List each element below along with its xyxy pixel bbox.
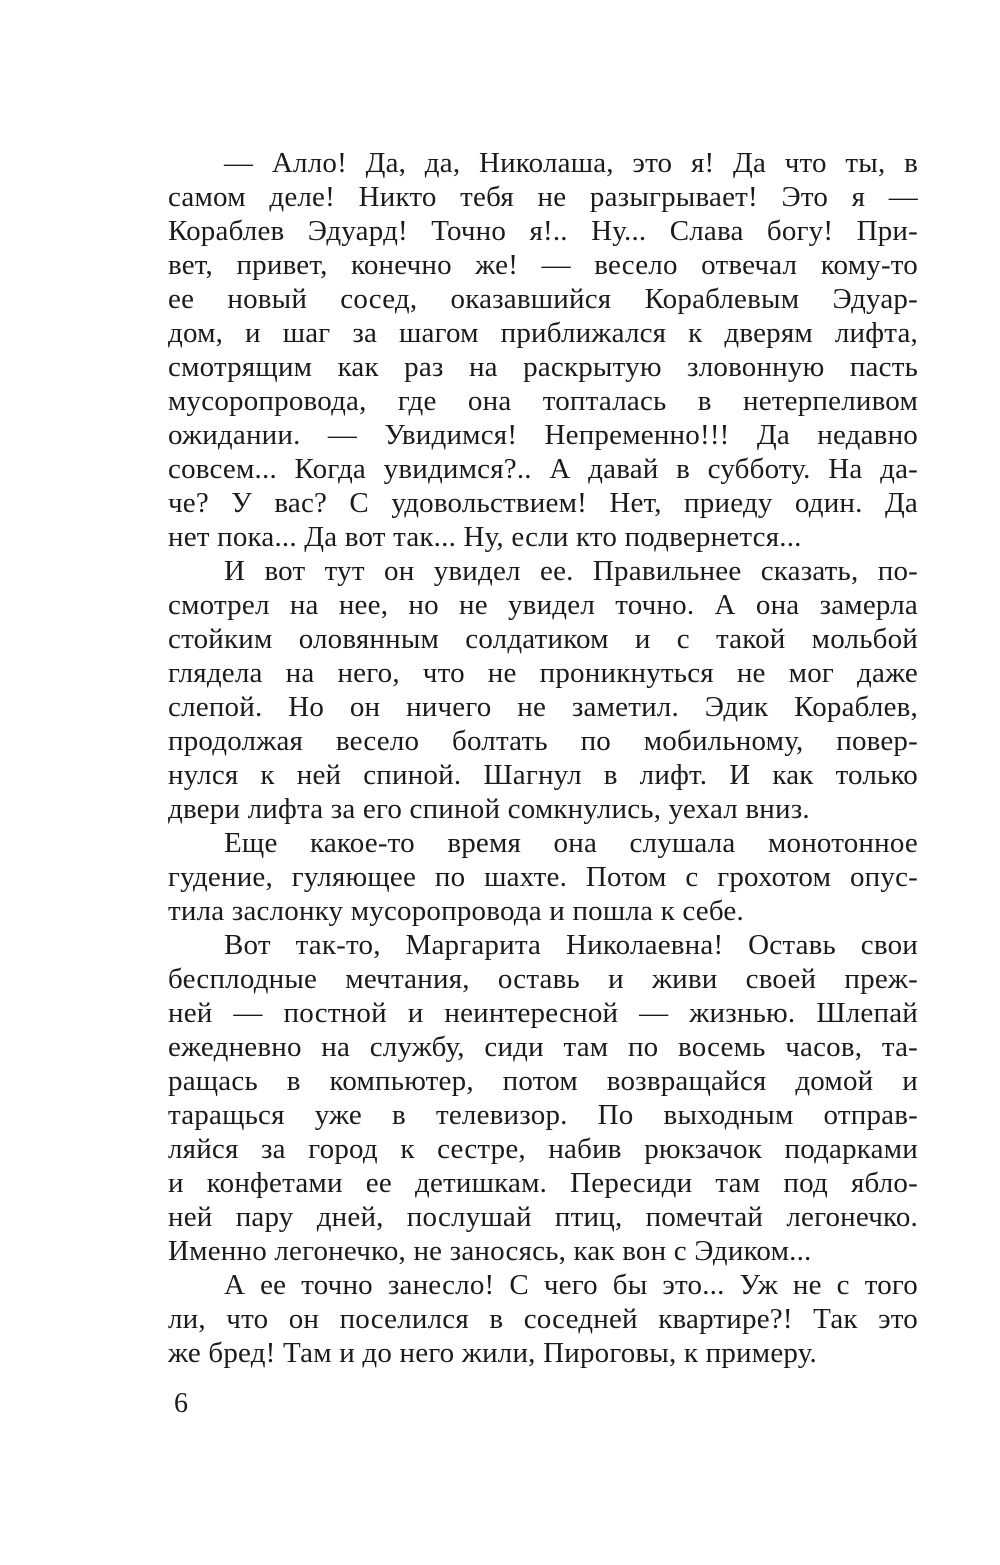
text-line: ращась в компьютер, потом возвращайся домой и [168, 1065, 918, 1097]
paragraph [168, 1268, 918, 1370]
text-line: че? У вас? С удовольствием! Нет, приеду один. Да [168, 487, 918, 519]
paragraph [168, 928, 918, 1268]
text-line: совсем... Когда увидимся?.. А давай в субботу. На да- [168, 453, 918, 485]
text-line: ежедневно на службу, сиди там по восемь часов, та- [168, 1031, 918, 1063]
text-line: дом, и шаг за шагом приближался к дверям лифта, [168, 317, 918, 349]
text-line: глядела на него, что не проникнуться не мог даже [168, 657, 918, 689]
text-line: ляйся за город к сестре, набив рюкзачок подарками [168, 1133, 918, 1165]
text-line: Именно легонечко, не заносясь, как вон с Эдиком... [168, 1235, 812, 1267]
text-block [168, 146, 918, 1370]
text-line: слепой. Но он ничего не заметил. Эдик Кораблев, [168, 691, 918, 723]
text-line: Кораблев Эдуард! Точно я!.. Ну... Слава богу! При- [168, 215, 918, 247]
text-line: тила заслонку мусоропровода и пошла к себе. [168, 895, 744, 927]
text-line: ней пару дней, послушай птиц, помечтай легонечко. [168, 1201, 918, 1233]
paragraph [168, 826, 918, 928]
text-line: нет пока... Да вот так... Ну, если кто подвернется... [168, 521, 802, 553]
text-line: самом деле! Никто тебя не разыгрывает! Это я — [168, 181, 918, 213]
text-line: мусоропровода, где она топталась в нетерпеливом [168, 385, 918, 417]
text-line: и конфетами ее детишкам. Пересиди там под ябло- [168, 1167, 918, 1199]
text-line: ли, что он поселился в соседней квартире?! Так это [168, 1303, 918, 1335]
text-line: продолжая весело болтать по мобильному, повер- [168, 725, 918, 757]
paragraph [168, 554, 918, 826]
text-line: нулся к ней спиной. Шагнул в лифт. И как только [168, 759, 918, 791]
text-line: бесплодные мечтания, оставь и живи своей преж- [168, 963, 918, 995]
text-line: стойким оловянным солдатиком и с такой мольбой [168, 623, 918, 655]
text-line: вет, привет, конечно же! — весело отвечал кому-то [168, 249, 918, 281]
text-line: Еще какое-то время она слушала монотонное [224, 827, 918, 859]
text-line: ожидании. — Увидимся! Непременно!!! Да недавно [168, 419, 918, 451]
paragraph [168, 146, 918, 554]
text-line: — Алло! Да, да, Николаша, это я! Да что ты, в [224, 147, 918, 179]
text-line: двери лифта за его спиной сомкнулись, уехал вниз. [168, 793, 810, 825]
text-line: И вот тут он увидел ее. Правильнее сказать, по- [224, 555, 918, 587]
text-line: ней — постной и неинтересной — жизнью. Шлепай [168, 997, 918, 1029]
text-line: смотрел на нее, но не увидел точно. А она замерла [168, 589, 918, 621]
text-line: Вот так-то, Маргарита Николаевна! Оставь свои [224, 929, 918, 961]
page-number: 6 [174, 1388, 188, 1419]
text-line: А ее точно занесло! С чего бы это... Уж не с того [224, 1269, 918, 1301]
text-line: смотрящим как раз на раскрытую зловонную пасть [168, 351, 918, 383]
text-line: таращься уже в телевизор. По выходным отправ- [168, 1099, 918, 1131]
text-line: гудение, гуляющее по шахте. Потом с грохотом опус- [168, 861, 918, 893]
text-line: же бред! Там и до него жили, Пироговы, к примеру. [168, 1337, 817, 1369]
text-line: ее новый сосед, оказавшийся Кораблевым Эдуар- [168, 283, 918, 315]
